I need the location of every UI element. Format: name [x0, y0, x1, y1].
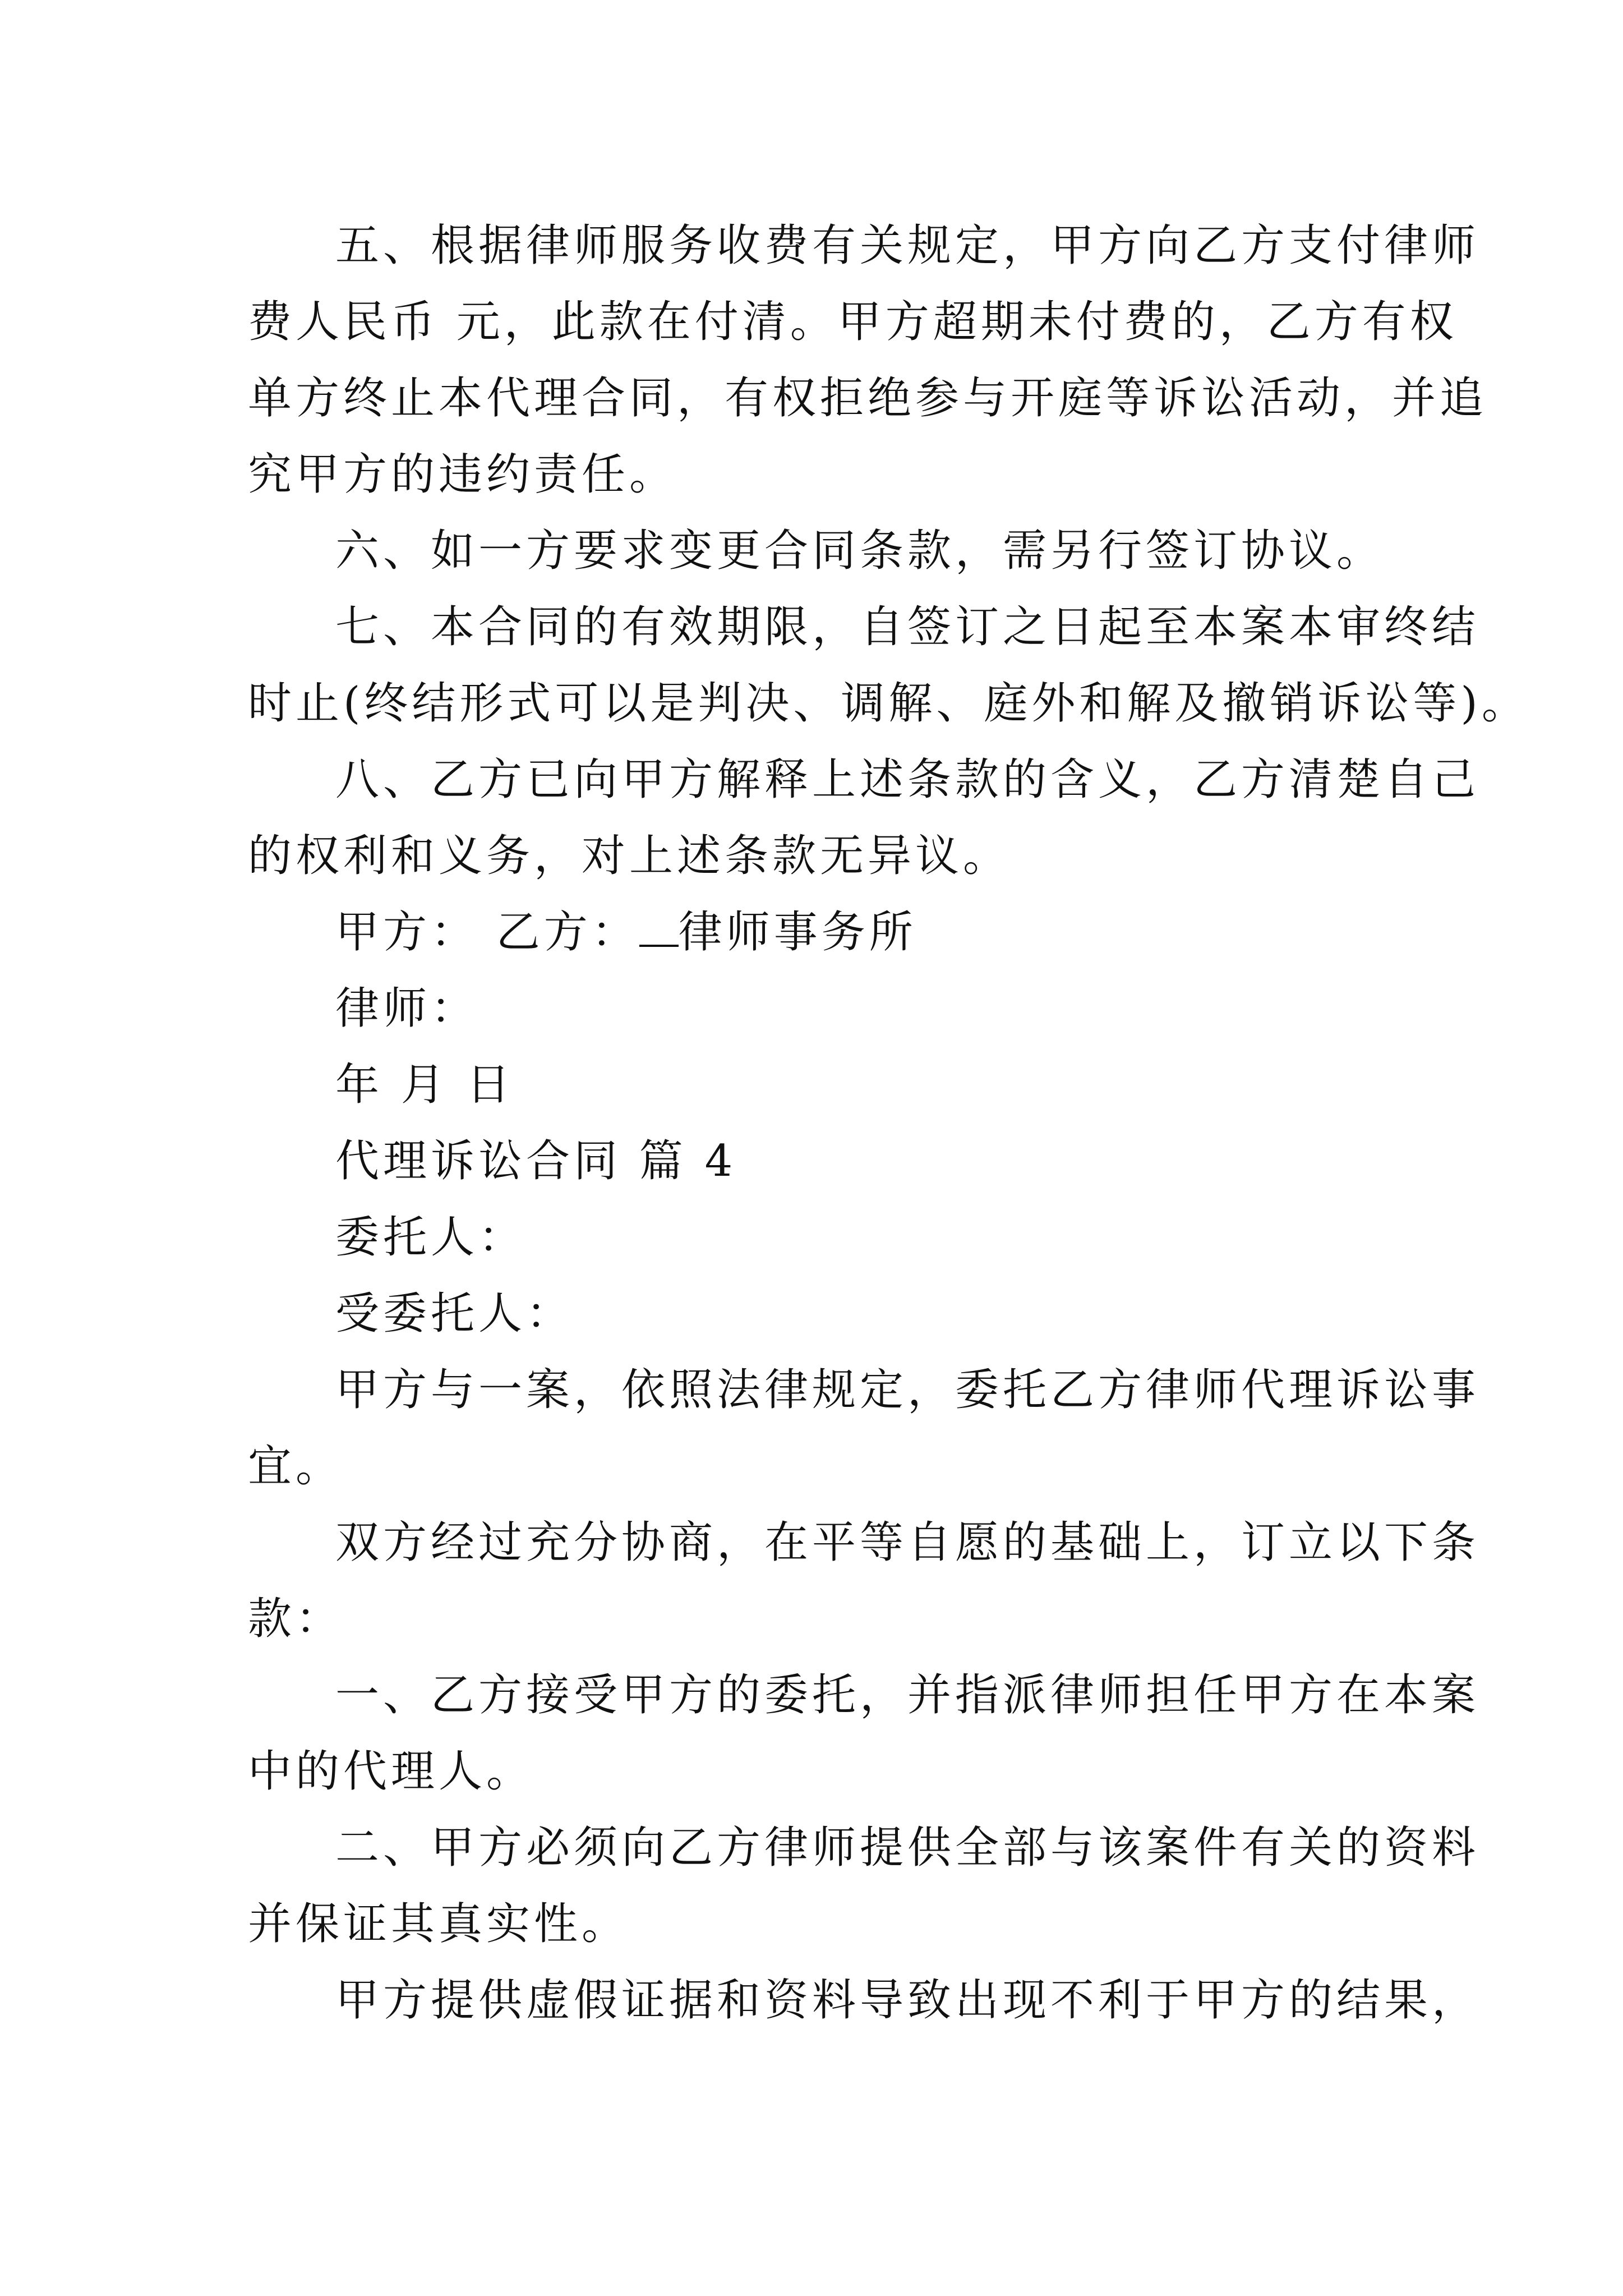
signature-parties-label: 甲方： 乙方： [335, 907, 639, 958]
consult-line-1: 双方经过充分协商，在平等自愿的基础上，订立以下条 [335, 1517, 1480, 1568]
clause-7-line-2: 时止(终结形式可以是判决、调解、庭外和解及撤销诉讼等)。 [248, 678, 1529, 729]
clause-8-line-2: 的权利和义务，对上述条款无异议。 [248, 831, 1011, 881]
law-firm-label: 律师事务所 [678, 907, 917, 958]
clause-5-line-2: 费人民币 元，此款在付清。甲方超期未付费的，乙方有权 [248, 297, 1458, 347]
consult-line-2: 款： [248, 1594, 344, 1644]
new-clause-1-line-1: 一、乙方接受甲方的委托，并指派律师担任甲方在本案 [335, 1670, 1480, 1720]
signature-lawyer-line: 律师： [335, 983, 479, 1034]
agent-label: 受委托人： [335, 1289, 574, 1339]
firm-name-blank [639, 905, 679, 947]
document-body [248, 208, 1529, 2039]
section-title: 代理诉讼合同 篇 4 [335, 1136, 737, 1186]
intro-line-1: 甲方与一案，依照法律规定，委托乙方律师代理诉讼事 [335, 1365, 1480, 1415]
principal-label: 委托人： [335, 1212, 527, 1263]
clause-7-line-1: 七、本合同的有效期限，自签订之日起至本案本审终结 [335, 602, 1480, 652]
clause-6-line-1: 六、如一方要求变更合同条款，需另行签订协议。 [335, 526, 1385, 576]
new-clause-2-line-2: 并保证其真实性。 [248, 1899, 630, 1949]
clause-8-line-1: 八、乙方已向甲方解释上述条款的含义，乙方清楚自己 [335, 754, 1480, 805]
new-clause-2-line-3: 甲方提供虚假证据和资料导致出现不利于甲方的结果， [335, 1975, 1480, 2026]
clause-5-line-4: 究甲方的违约责任。 [248, 449, 677, 500]
intro-line-2: 宜。 [248, 1441, 344, 1492]
signature-parties-line [248, 894, 1448, 970]
signature-date-line: 年 月 日 [335, 1060, 514, 1110]
new-clause-2-line-1: 二、甲方必须向乙方律师提供全部与该案件有关的资料 [335, 1823, 1480, 1873]
clause-5-line-3: 单方终止本代理合同，有权拒绝参与开庭等诉讼活动，并追 [248, 373, 1488, 424]
clause-5-line-1: 五、根据律师服务收费有关规定，甲方向乙方支付律师 [335, 220, 1480, 271]
new-clause-1-line-2: 中的代理人。 [248, 1746, 534, 1797]
